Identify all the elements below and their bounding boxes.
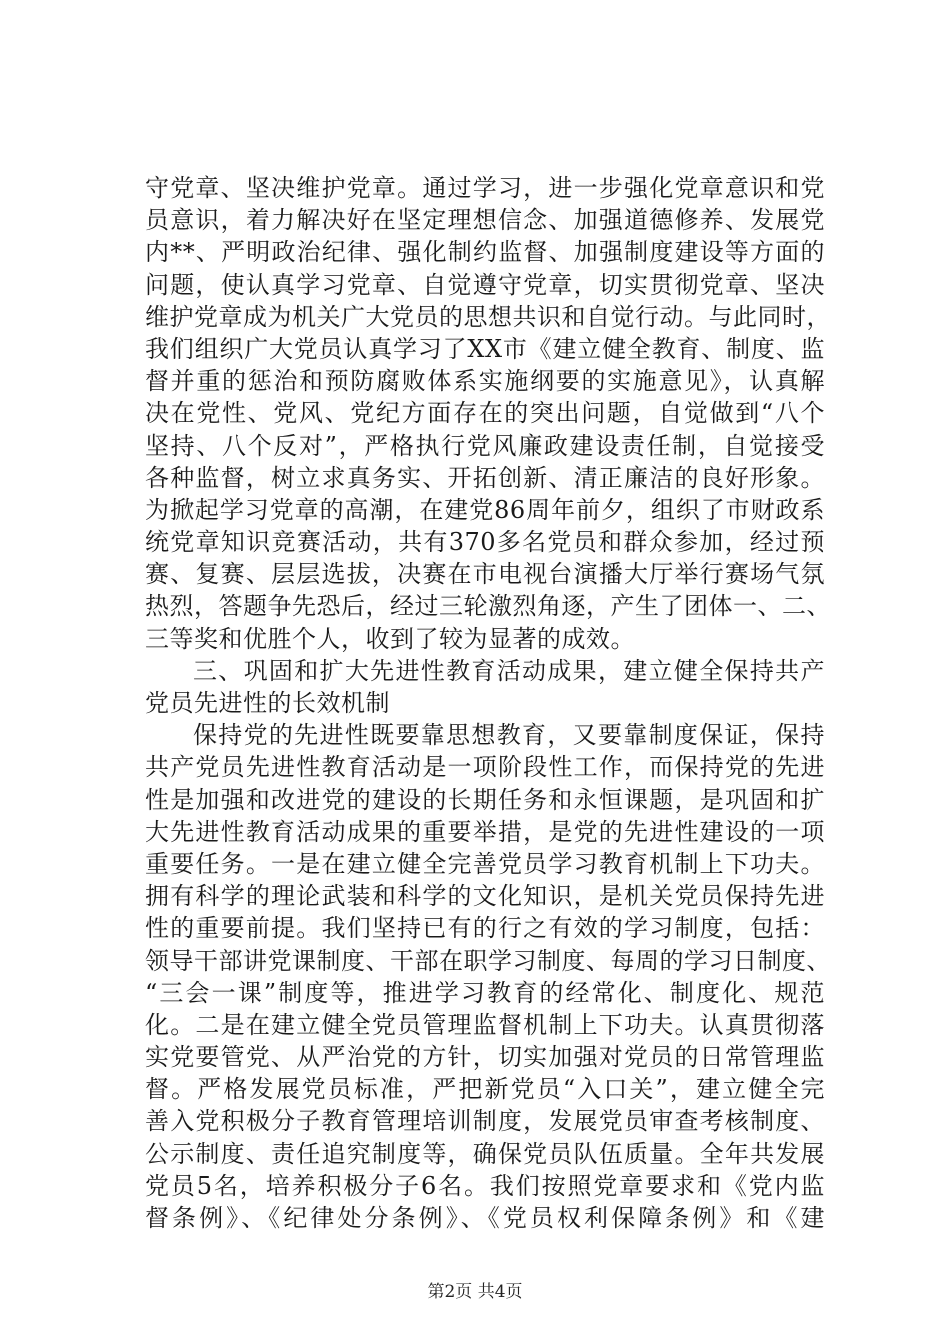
heading-line: 党员先进性的长效机制	[145, 689, 390, 717]
text-line: 督并重的惩治和预防腐败体系实施纲要的实施意见》，认真解	[145, 367, 825, 396]
text-line: 守党章、坚决维护党章。通过学习，进一步强化党章意识和党	[145, 174, 825, 202]
text-line: 赛、复赛、层层选拔，决赛在市电视台演播大厅举行赛场气氛	[145, 560, 825, 589]
text-line: 实党要管党、从严治党的方针，切实加强对党员的日常管理监	[145, 1043, 825, 1072]
text-line: 为掀起学习党章的高潮，在建党86周年前夕，组织了市财政系	[145, 495, 825, 524]
text-line: 性是加强和改进党的建设的长期任务和永恒课题，是巩固和扩	[145, 785, 825, 814]
text-line: 督。严格发展党员标准，严把新党员“入口关”，建立健全完	[145, 1075, 825, 1104]
text-line: 决在党性、党风、党纪方面存在的突出问题，自觉做到“八个	[145, 399, 825, 428]
text-line: 公示制度、责任追究制度等，确保党员队伍质量。全年共发展	[145, 1139, 825, 1168]
text-line: 三等奖和优胜个人，收到了较为显著的成效。	[145, 624, 635, 653]
heading-line: 三、巩固和扩大先进性教育活动成果，建立健全保持共产	[193, 656, 825, 685]
text-line: 共产党员先进性教育活动是一项阶段性工作，而保持党的先进	[145, 753, 825, 782]
text-line: 党员5名，培养积极分子6名。我们按照党章要求和《党内监	[145, 1171, 825, 1200]
text-line: 坚持、八个反对”，严格执行党风廉政建设责任制，自觉接受	[145, 431, 825, 460]
text-line: “三会一课”制度等，推进学习教育的经常化、制度化、规范	[145, 978, 825, 1007]
text-line: 拥有科学的理论武装和科学的文化知识，是机关党员保持先进	[145, 882, 825, 911]
section-heading-3	[145, 655, 825, 719]
document-body	[145, 172, 831, 1234]
paragraph-2	[145, 719, 831, 1234]
text-line: 善入党积极分子教育管理培训制度，发展党员审查考核制度、	[145, 1107, 825, 1136]
text-line: 统党章知识竞赛活动，共有370多名党员和群众参加，经过预	[145, 528, 825, 557]
text-line: 我们组织广大党员认真学习了XX市《建立健全教育、制度、监	[145, 334, 825, 363]
text-line: 维护党章成为机关广大党员的思想共识和自觉行动。与此同时，	[145, 302, 831, 331]
text-line: 重要任务。一是在建立健全完善党员学习教育机制上下功夫。	[145, 849, 825, 878]
text-line: 问题，使认真学习党章、自觉遵守党章，切实贯彻党章、坚决	[145, 270, 825, 299]
page-number-footer: 第2页 共4页	[427, 1282, 523, 1302]
text-line: 各种监督，树立求真务实、开拓创新、清正廉洁的良好形象。	[145, 463, 825, 492]
text-line: 内**、严明政治纪律、强化制约监督、加强制度建设等方面的	[145, 238, 825, 267]
text-line: 保持党的先进性既要靠思想教育，又要靠制度保证，保持	[193, 721, 825, 750]
text-line: 化。二是在建立健全党员管理监督机制上下功夫。认真贯彻落	[145, 1010, 825, 1039]
text-line: 员意识，着力解决好在坚定理想信念、加强道德修养、发展党	[145, 206, 825, 235]
text-line: 热烈，答题争先恐后，经过三轮激烈角逐，产生了团体一、二、	[145, 592, 831, 621]
text-line: 督条例》、《纪律处分条例》、《党员权利保障条例》和《建	[145, 1204, 825, 1232]
text-line: 大先进性教育活动成果的重要举措，是党的先进性建设的一项	[145, 817, 825, 846]
text-line: 领导干部讲党课制度、干部在职学习制度、每周的学习日制度、	[145, 946, 831, 975]
text-line: 性的重要前提。我们坚持已有的行之有效的学习制度，包括：	[145, 914, 825, 943]
paragraph-1	[145, 172, 831, 655]
